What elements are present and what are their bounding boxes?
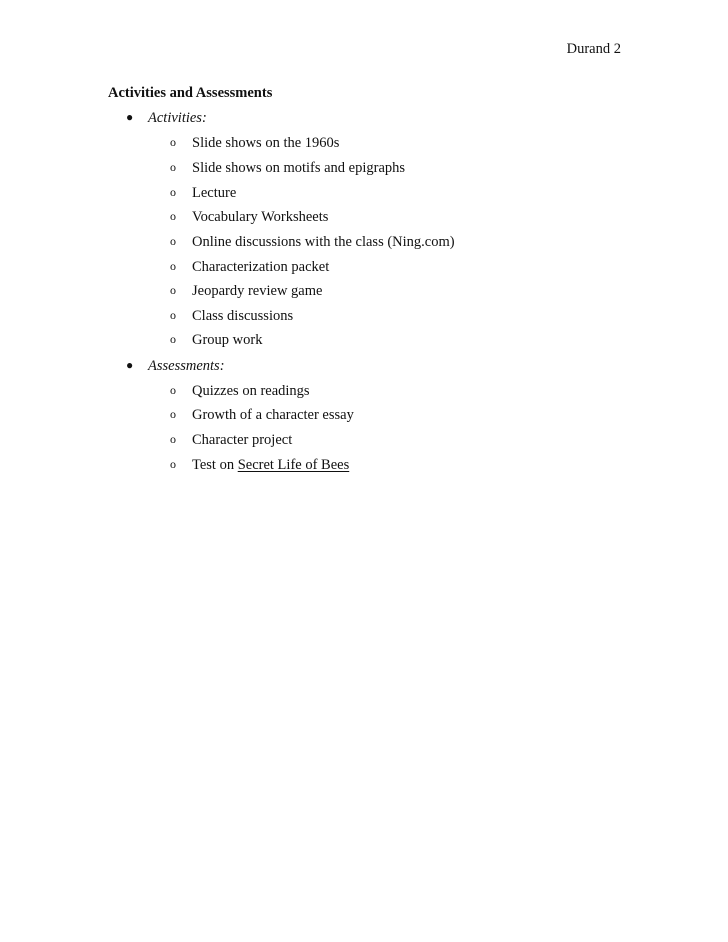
list-item — [170, 186, 236, 201]
running-head: Durand 2 — [566, 41, 621, 57]
section-title: Activities and Assessments — [108, 85, 273, 101]
activity-item: Vocabulary Worksheets — [192, 209, 329, 225]
sub-bullet-icon: o — [170, 407, 176, 421]
list-item — [170, 408, 354, 423]
activity-item: Lecture — [192, 185, 237, 201]
activity-item: Online discussions with the class (Ning.com) — [192, 234, 455, 250]
assessment-item-prefix: Test on — [192, 457, 238, 473]
list-item — [170, 458, 349, 473]
bullet-icon: ● — [126, 358, 134, 372]
assessments-bullet — [126, 359, 225, 374]
sub-bullet-icon: o — [170, 432, 176, 446]
sub-bullet-icon: o — [170, 457, 176, 471]
sub-bullet-icon: o — [170, 383, 176, 397]
list-item — [170, 260, 329, 275]
sub-bullet-icon: o — [170, 234, 176, 248]
bullet-icon: ● — [126, 110, 134, 124]
sub-bullet-icon: o — [170, 332, 176, 346]
list-item — [170, 136, 339, 151]
assessment-item — [192, 458, 349, 473]
activity-item: Slide shows on motifs and epigraphs — [192, 160, 406, 176]
assessment-item: Quizzes on readings — [192, 383, 310, 399]
sub-bullet-icon: o — [170, 185, 176, 199]
book-title: Secret Life of Bees — [237, 457, 350, 473]
assessment-item: Growth of a character essay — [192, 407, 354, 423]
activity-item: Slide shows on the 1960s — [192, 135, 340, 151]
list-item — [170, 333, 262, 348]
list-item — [170, 309, 293, 324]
sub-bullet-icon: o — [170, 259, 176, 273]
list-item — [170, 161, 405, 176]
list-item — [170, 284, 322, 299]
list-item — [170, 210, 328, 225]
assessment-item: Character project — [192, 432, 293, 448]
sub-bullet-icon: o — [170, 283, 176, 297]
sub-bullet-icon: o — [170, 135, 176, 149]
list-item — [170, 235, 455, 250]
activity-item: Class discussions — [192, 308, 294, 324]
activity-item: Jeopardy review game — [192, 283, 323, 299]
sub-bullet-icon: o — [170, 308, 176, 322]
assessments-label: Assessments: — [148, 358, 225, 374]
list-item — [170, 433, 292, 448]
activities-label: Activities: — [148, 110, 207, 126]
sub-bullet-icon: o — [170, 160, 176, 174]
activity-item: Group work — [192, 332, 263, 348]
activity-item: Characterization packet — [192, 259, 330, 275]
list-item — [170, 384, 310, 399]
activities-bullet — [126, 111, 207, 126]
sub-bullet-icon: o — [170, 209, 176, 223]
